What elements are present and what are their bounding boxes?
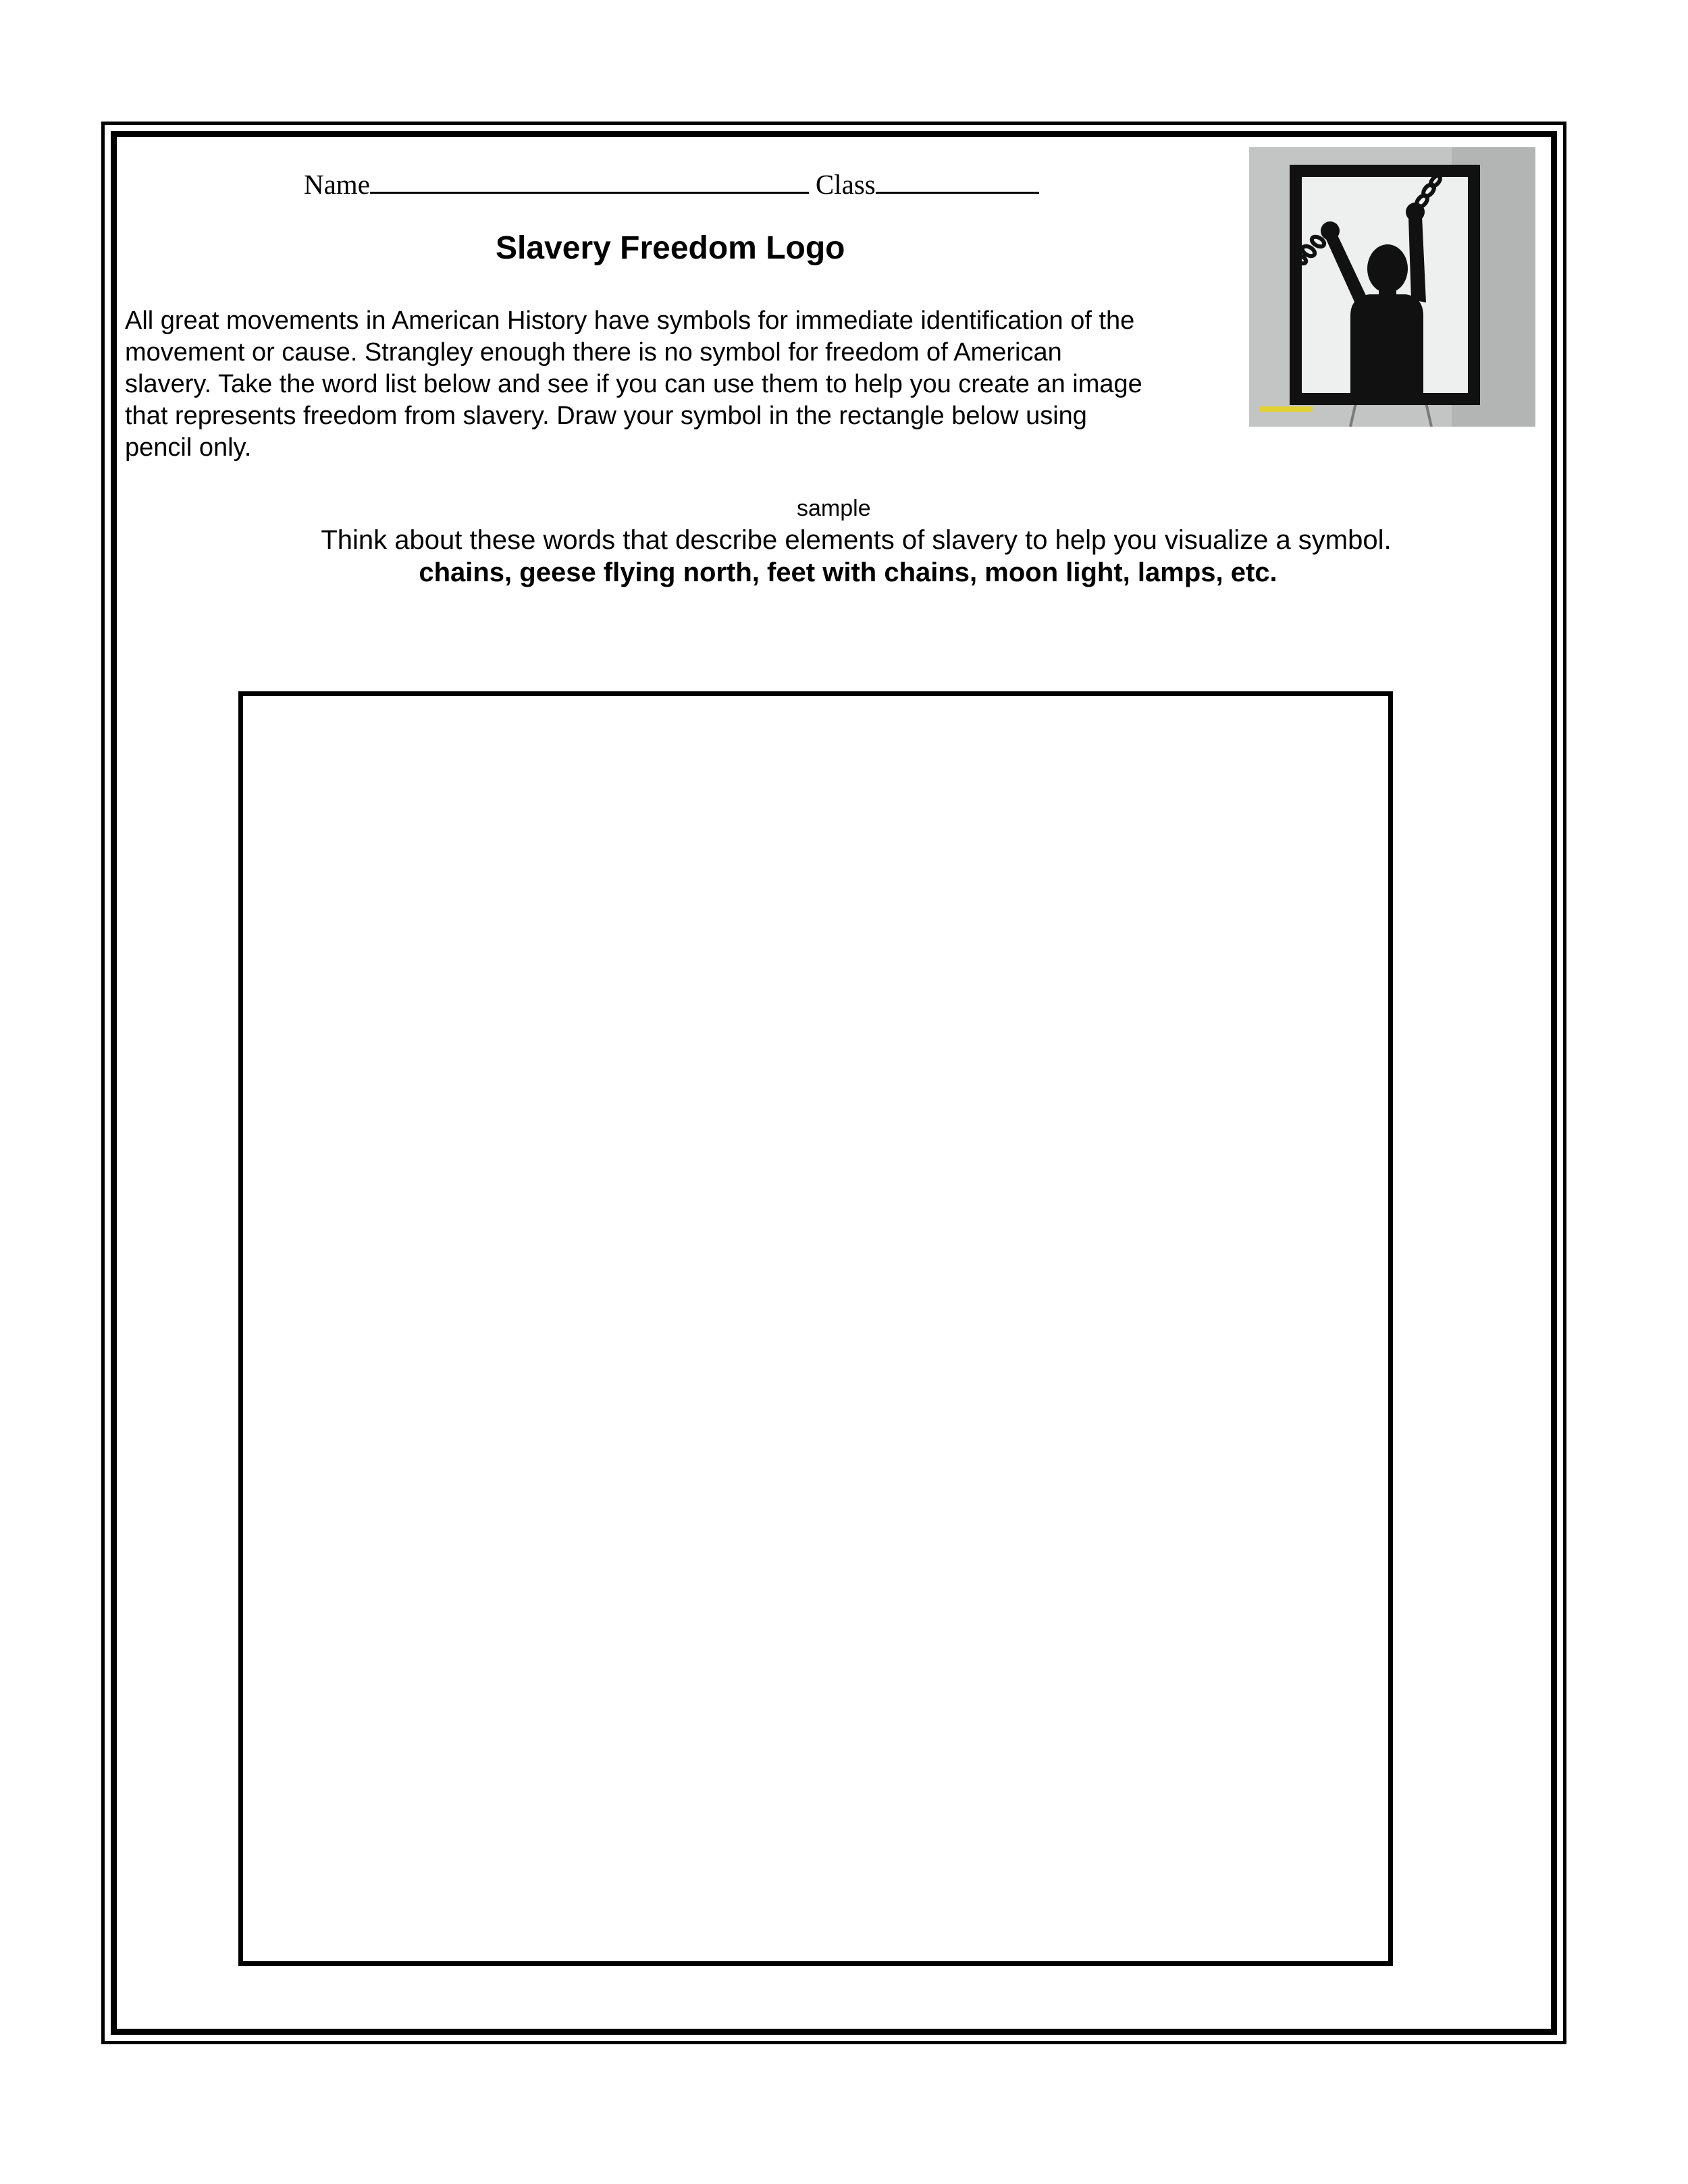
intro-line: pencil only. <box>125 433 252 462</box>
name-blank[interactable] <box>370 166 809 194</box>
intro-line: that represents freedom from slavery. Draw your symbol in the rectangle below using <box>125 402 1087 430</box>
class-blank[interactable] <box>876 166 1039 194</box>
word-list: chains, geese flying north, feet with chains, moon light, lamps, etc. <box>419 558 1277 587</box>
intro-paragraph <box>125 305 1232 464</box>
instructions-line: Think about these words that describe elements of slavery to help you visualize a symbol. <box>321 525 1392 555</box>
sample-photo <box>1249 147 1535 427</box>
intro-line: slavery. Take the word list below and see if you can use them to help you create an image <box>125 370 1142 398</box>
page-title: Slavery Freedom Logo <box>496 230 845 266</box>
sample-label: sample <box>797 496 871 521</box>
intro-line: movement or cause. Strangley enough there is no symbol for freedom of American <box>125 338 1062 367</box>
class-label: Class <box>815 169 876 200</box>
sample-photo-art <box>1249 147 1535 427</box>
drawing-area[interactable] <box>238 691 1393 1966</box>
intro-line: All great movements in American History have symbols for immediate identification of the <box>125 307 1135 335</box>
name-label: Name <box>304 169 370 200</box>
name-class-row <box>304 166 1039 201</box>
